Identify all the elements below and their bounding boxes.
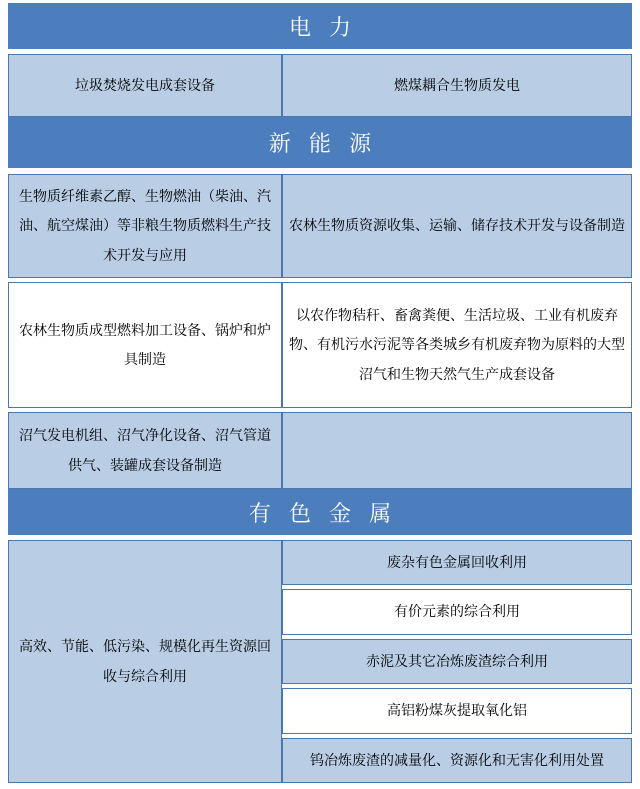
nonferrous-right-column bbox=[282, 540, 632, 783]
table-row bbox=[8, 174, 632, 278]
table-row bbox=[8, 282, 632, 408]
cell-biomass-collection-right: 农林生物质资源收集、运输、储存技术开发与设备制造 bbox=[282, 174, 632, 278]
cell-biogas-plant-right: 以农作物秸秆、畜禽粪便、生活垃圾、工业有机废弃物、有机污水污泥等各类城乡有机废弃物为原料的大型沼气和生物天然气生产成套设备 bbox=[282, 282, 632, 408]
cell-valuable-elements: 有价元素的综合利用 bbox=[282, 589, 632, 634]
table-row bbox=[8, 412, 632, 489]
nonferrous-body bbox=[8, 540, 632, 783]
section-header-power: 电 力 bbox=[8, 3, 632, 49]
section-header-nonferrous: 有 色 金 属 bbox=[8, 489, 632, 535]
cell-fuel-equipment-left: 农林生物质成型燃料加工设备、锅炉和炉具制造 bbox=[8, 282, 282, 408]
cell-biofuel-left: 生物质纤维素乙醇、生物燃油（柴油、汽油、航空煤油）等非粮生物质燃料生产技术开发与应用 bbox=[8, 174, 282, 278]
cell-biogas-right-empty bbox=[282, 412, 632, 489]
cell-fly-ash-alumina: 高铝粉煤灰提取氧化铝 bbox=[282, 688, 632, 733]
cell-scrap-metal-recovery: 废杂有色金属回收利用 bbox=[282, 540, 632, 585]
section-header-new-energy: 新 能 源 bbox=[8, 117, 632, 168]
cell-power-left: 垃圾焚烧发电成套设备 bbox=[8, 54, 282, 117]
cell-recycling-merged-left: 高效、节能、低污染、规模化再生资源回收与综合利用 bbox=[8, 540, 282, 783]
cell-power-right: 燃煤耦合生物质发电 bbox=[282, 54, 632, 117]
cell-red-mud-slag: 赤泥及其它冶炼废渣综合利用 bbox=[282, 639, 632, 684]
table-row bbox=[8, 54, 632, 117]
cell-biogas-generator-left: 沼气发电机组、沼气净化设备、沼气管道供气、装罐成套设备制造 bbox=[8, 412, 282, 489]
cell-tungsten-slag: 钨冶炼废渣的减量化、资源化和无害化利用处置 bbox=[282, 738, 632, 783]
